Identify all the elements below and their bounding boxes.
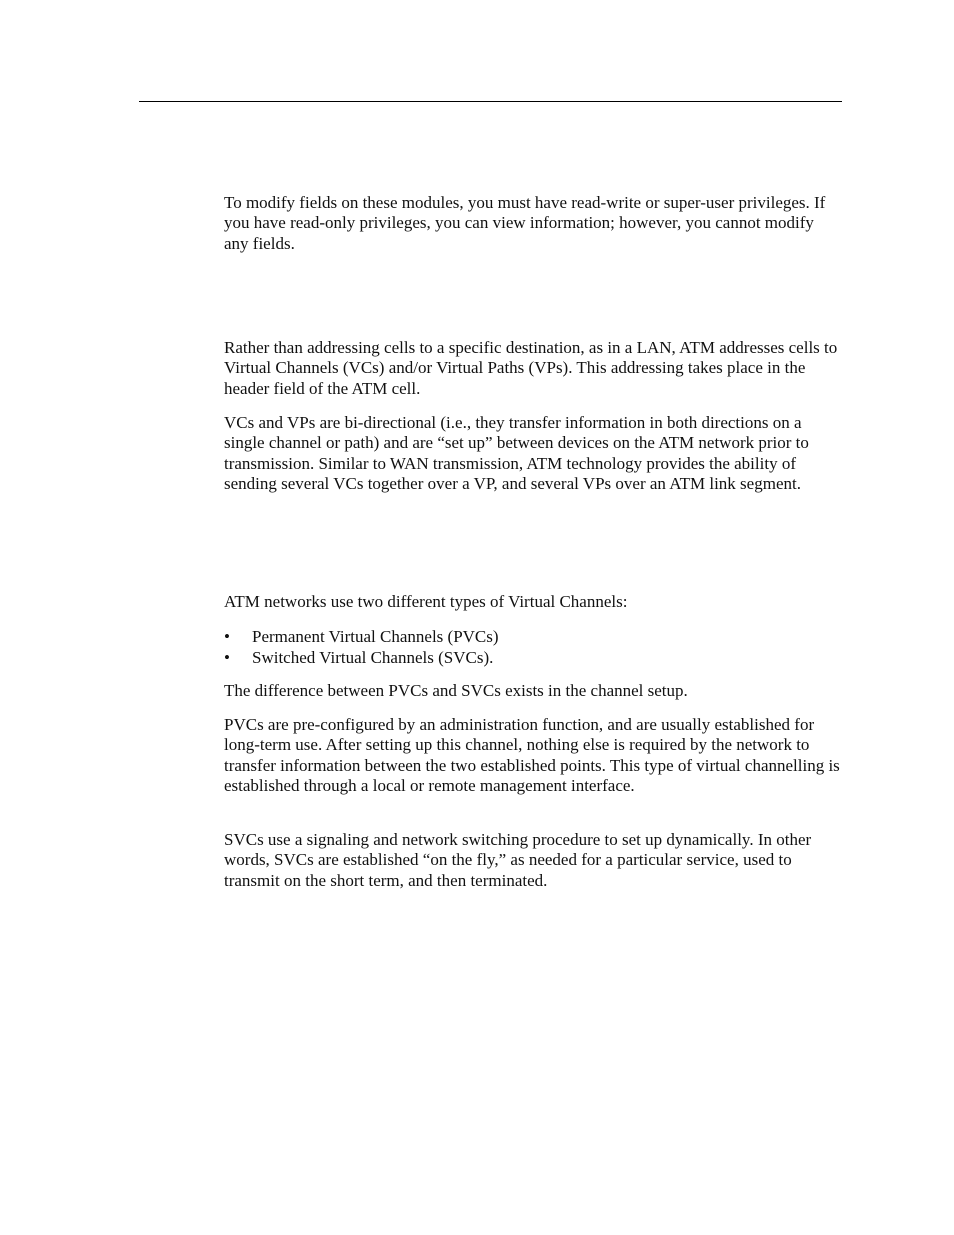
svcs-paragraph: SVCs use a signaling and network switching procedure to set up dynamically. In other words, SVCs are established “on the fly,” as needed for a particular service, used to transmit on the short term, and then terminated. (224, 830, 812, 890)
privileges-section (224, 193, 842, 254)
bidirectional-paragraph: VCs and VPs are bi-directional (i.e., they transfer information in both directions on a single channel or path) and are “set up” between devices on the ATM network prior to transmission. Similar to WAN transmission, ATM technology provides the ability of sending several VCs together over a VP, and several VPs over an ATM link segment. (224, 413, 809, 493)
bullet-icon: • (224, 627, 230, 646)
privileges-paragraph: To modify fields on these modules, you must have read-write or super-user privileges. If you have read-only privileges, you can view information; however, you cannot modify any fields. (224, 193, 826, 253)
addressing-paragraph: Rather than addressing cells to a specific destination, as in a LAN, ATM addresses cells to Virtual Channels (VCs) and/or Virtual Paths (VPs). This addressing takes place in the header field of the ATM cell. (224, 338, 838, 398)
bidirectional-section (224, 413, 842, 494)
channel-types-list (224, 626, 842, 668)
bullet-icon: • (224, 648, 230, 667)
list-item (224, 626, 842, 647)
pvcs-paragraph: PVCs are pre-configured by an administration function, and are usually established for long-term use. After setting up this channel, nothing else is required by the network to transfer information between the two established points. This type of virtual channelling is established through a local or remote management interface. (224, 715, 840, 795)
header-rule (139, 101, 842, 102)
pvcs-section (224, 715, 842, 796)
channel-types-list-section (224, 626, 842, 668)
difference-section (224, 681, 842, 701)
channel-types-section (224, 592, 842, 612)
channel-types-intro: ATM networks use two different types of Virtual Channels: (224, 592, 628, 611)
list-item (224, 647, 842, 668)
list-item-text: Permanent Virtual Channels (PVCs) (252, 627, 499, 646)
difference-paragraph: The difference between PVCs and SVCs exists in the channel setup. (224, 681, 688, 700)
list-item-text: Switched Virtual Channels (SVCs). (252, 648, 494, 667)
svcs-section (224, 830, 842, 891)
addressing-section (224, 338, 842, 399)
